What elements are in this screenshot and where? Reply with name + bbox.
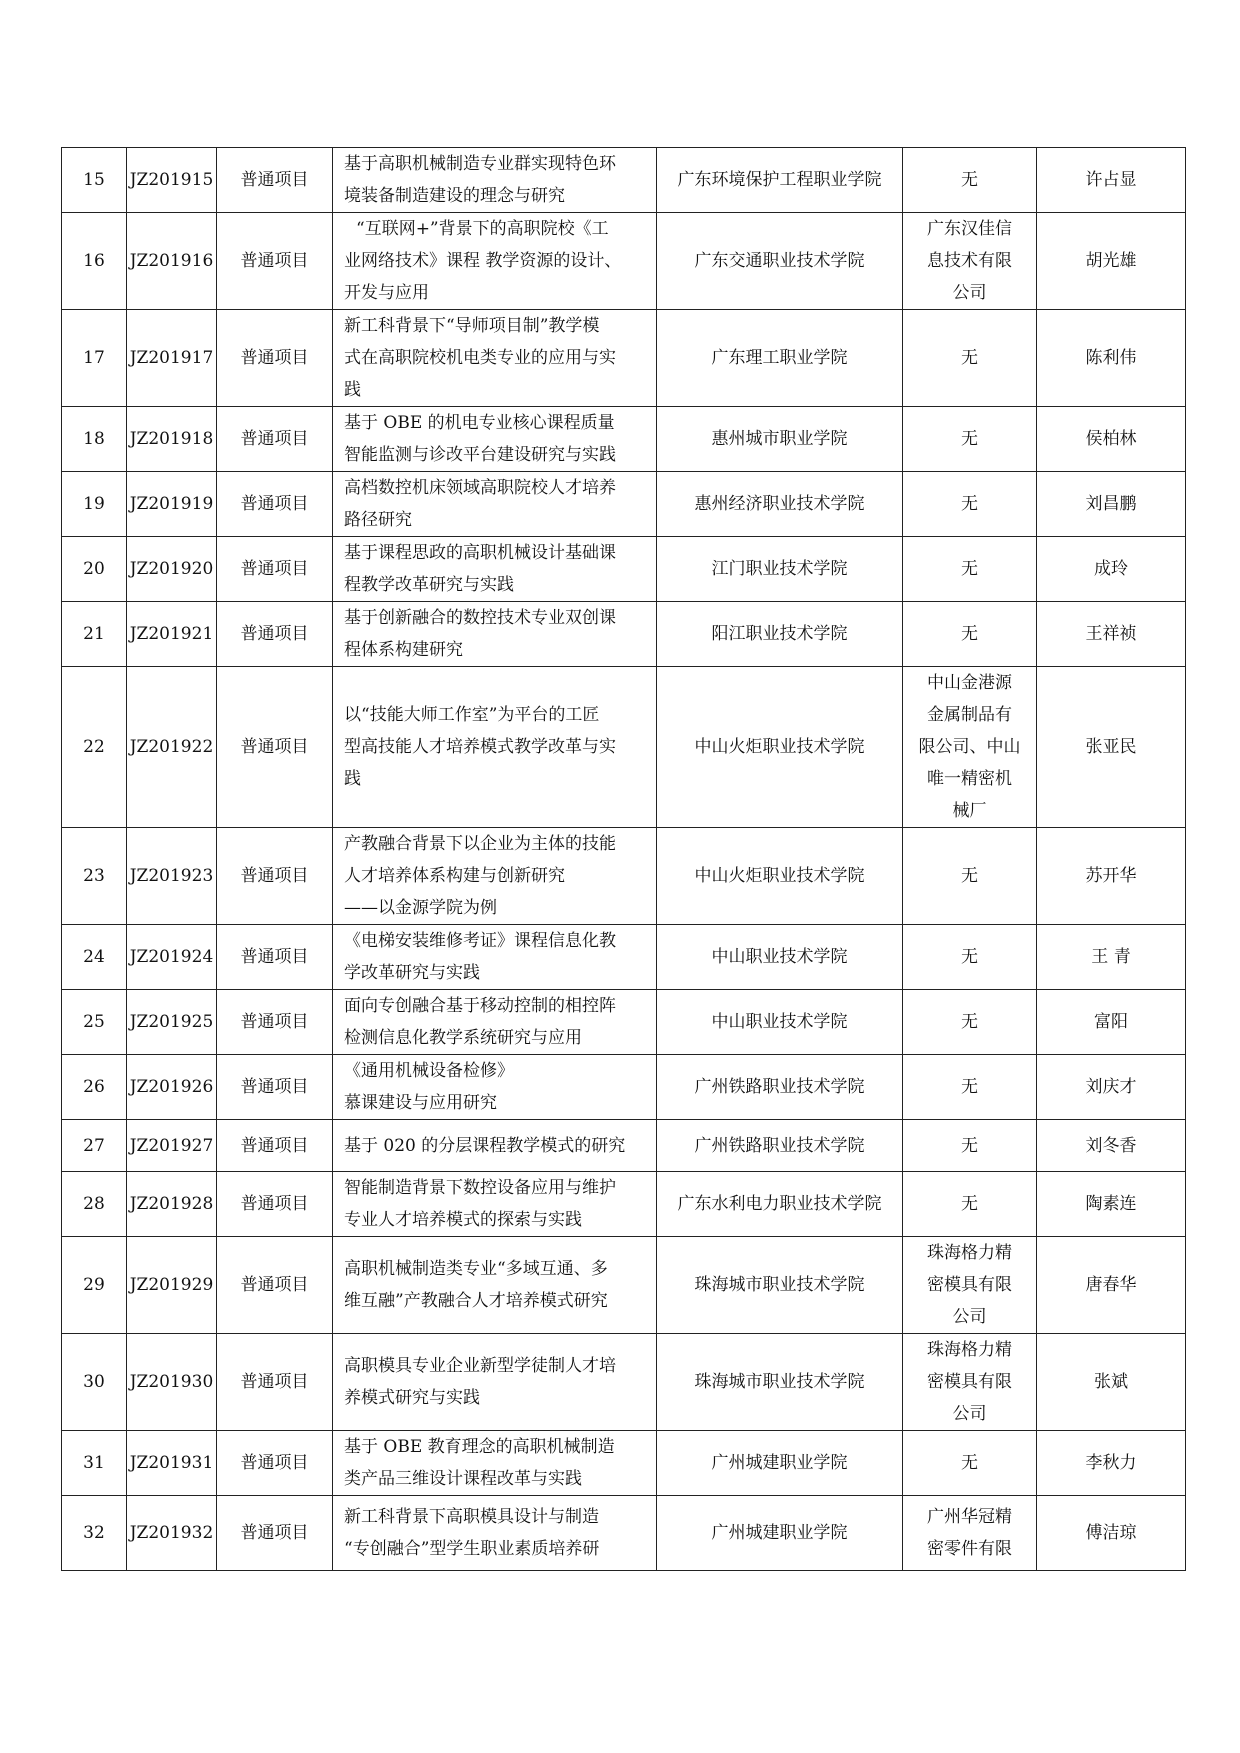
partner-company-line: 无 [961, 559, 978, 579]
project-code: JZ201916 [127, 213, 217, 310]
partner-company-line: 密零件有限 [927, 1539, 1012, 1559]
partner-company [903, 1055, 1037, 1120]
project-type: 普通项目 [217, 148, 333, 213]
table-row [62, 472, 1186, 537]
table-row [62, 602, 1186, 667]
school-name: 惠州城市职业学院 [657, 407, 903, 472]
project-title-line: 基于高职机械制造专业群实现特色环 [344, 154, 616, 174]
table-row [62, 1055, 1186, 1120]
row-number: 23 [62, 828, 127, 925]
project-table [61, 147, 1186, 1571]
project-leader: 王祥祯 [1037, 602, 1186, 667]
partner-company [903, 1334, 1037, 1431]
project-title [333, 1237, 657, 1334]
project-leader: 唐春华 [1037, 1237, 1186, 1334]
project-leader: 刘庆才 [1037, 1055, 1186, 1120]
partner-company-line: 唯一精密机 [927, 769, 1012, 789]
project-title-line: 开发与应用 [344, 283, 429, 303]
project-type: 普通项目 [217, 1334, 333, 1431]
table-row [62, 213, 1186, 310]
partner-company [903, 537, 1037, 602]
project-title [333, 667, 657, 828]
project-leader: 张斌 [1037, 1334, 1186, 1431]
project-title [333, 1496, 657, 1571]
project-code: JZ201927 [127, 1120, 217, 1172]
project-title [333, 148, 657, 213]
table-row [62, 667, 1186, 828]
partner-company-line: 无 [961, 1077, 978, 1097]
project-code: JZ201919 [127, 472, 217, 537]
partner-company-line: 金属制品有 [927, 705, 1012, 725]
project-leader: 陈利伟 [1037, 310, 1186, 407]
row-number: 32 [62, 1496, 127, 1571]
project-leader: 苏开华 [1037, 828, 1186, 925]
project-title [333, 213, 657, 310]
partner-company-line: 无 [961, 1012, 978, 1032]
project-title-line: 践 [344, 380, 361, 400]
project-title [333, 828, 657, 925]
project-title-line: 程体系构建研究 [344, 640, 463, 660]
project-title-line: 高档数控机床领域高职院校人才培养 [344, 478, 616, 498]
project-title [333, 1120, 657, 1172]
project-type: 普通项目 [217, 925, 333, 990]
row-number: 19 [62, 472, 127, 537]
partner-company [903, 472, 1037, 537]
project-title-line: 业网络技术》课程 教学资源的设计、 [344, 251, 622, 271]
partner-company-line: 中山金港源 [927, 673, 1012, 693]
project-type: 普通项目 [217, 1237, 333, 1334]
project-title-line: “互联网+”背景下的高职院校《工 [356, 219, 609, 239]
project-type: 普通项目 [217, 1172, 333, 1237]
partner-company-line: 限公司、中山 [918, 737, 1021, 757]
school-name: 广州铁路职业技术学院 [657, 1055, 903, 1120]
school-name: 广东环境保护工程职业学院 [657, 148, 903, 213]
partner-company [903, 1172, 1037, 1237]
school-name: 广州城建职业学院 [657, 1496, 903, 1571]
project-code: JZ201917 [127, 310, 217, 407]
partner-company [903, 407, 1037, 472]
partner-company-line: 无 [961, 1194, 978, 1214]
project-code: JZ201920 [127, 537, 217, 602]
project-title [333, 1055, 657, 1120]
project-title [333, 990, 657, 1055]
table-row [62, 148, 1186, 213]
row-number: 22 [62, 667, 127, 828]
project-code: JZ201918 [127, 407, 217, 472]
project-leader: 张亚民 [1037, 667, 1186, 828]
row-number: 18 [62, 407, 127, 472]
school-name: 中山火炬职业技术学院 [657, 667, 903, 828]
project-title-line: 高职模具专业企业新型学徒制人才培 [344, 1356, 616, 1376]
table-row [62, 1237, 1186, 1334]
project-title-line: 基于 020 的分层课程教学模式的研究 [344, 1135, 626, 1156]
project-title-line: 养模式研究与实践 [344, 1388, 480, 1408]
school-name: 广东交通职业技术学院 [657, 213, 903, 310]
school-name: 珠海城市职业技术学院 [657, 1334, 903, 1431]
project-title [333, 1334, 657, 1431]
partner-company [903, 925, 1037, 990]
partner-company-line: 无 [961, 866, 978, 886]
school-name: 阳江职业技术学院 [657, 602, 903, 667]
project-leader: 侯柏林 [1037, 407, 1186, 472]
project-leader: 陶素连 [1037, 1172, 1186, 1237]
project-code: JZ201922 [127, 667, 217, 828]
project-title-line: 式在高职院校机电类专业的应用与实 [344, 348, 616, 368]
partner-company-line: 公司 [952, 1404, 987, 1424]
table-body [62, 148, 1186, 1571]
project-title-line: 检测信息化教学系统研究与应用 [344, 1028, 582, 1048]
school-name: 广州城建职业学院 [657, 1431, 903, 1496]
project-title-line: 《电梯安装维修考证》课程信息化教 [344, 931, 616, 951]
project-title-line: 《通用机械设备检修》 [344, 1061, 514, 1081]
partner-company-line: 密模具有限 [927, 1372, 1012, 1392]
project-leader: 王 青 [1037, 925, 1186, 990]
row-number: 20 [62, 537, 127, 602]
project-type: 普通项目 [217, 310, 333, 407]
table-row [62, 1172, 1186, 1237]
school-name: 中山职业技术学院 [657, 990, 903, 1055]
row-number: 31 [62, 1431, 127, 1496]
project-title-line: 基于创新融合的数控技术专业双创课 [344, 608, 616, 628]
row-number: 17 [62, 310, 127, 407]
partner-company [903, 990, 1037, 1055]
project-title-line: “专创融合”型学生职业素质培养研 [344, 1539, 600, 1559]
project-type: 普通项目 [217, 1055, 333, 1120]
partner-company [903, 148, 1037, 213]
row-number: 21 [62, 602, 127, 667]
project-leader: 许占显 [1037, 148, 1186, 213]
partner-company-line: 无 [961, 348, 978, 368]
project-leader: 富阳 [1037, 990, 1186, 1055]
project-title-line: 人才培养体系构建与创新研究 [344, 866, 565, 886]
partner-company-line: 公司 [952, 1307, 987, 1327]
partner-company [903, 310, 1037, 407]
project-code: JZ201929 [127, 1237, 217, 1334]
project-code: JZ201915 [127, 148, 217, 213]
school-name: 中山火炬职业技术学院 [657, 828, 903, 925]
row-number: 15 [62, 148, 127, 213]
project-title [333, 1431, 657, 1496]
project-title [333, 925, 657, 990]
project-title-line: 产教融合背景下以企业为主体的技能 [344, 834, 616, 854]
partner-company [903, 667, 1037, 828]
school-name: 江门职业技术学院 [657, 537, 903, 602]
project-type: 普通项目 [217, 472, 333, 537]
partner-company-line: 珠海格力精 [927, 1243, 1012, 1263]
project-leader: 傅洁琼 [1037, 1496, 1186, 1571]
project-title-line: 新工科背景下“导师项目制”教学模 [344, 316, 600, 336]
project-title-line: 面向专创融合基于移动控制的相控阵 [344, 996, 616, 1016]
project-title-line: 学改革研究与实践 [344, 963, 480, 983]
project-code: JZ201921 [127, 602, 217, 667]
project-title-line: 慕课建设与应用研究 [344, 1093, 497, 1113]
school-name: 中山职业技术学院 [657, 925, 903, 990]
row-number: 27 [62, 1120, 127, 1172]
row-number: 16 [62, 213, 127, 310]
school-name: 广州铁路职业技术学院 [657, 1120, 903, 1172]
partner-company-line: 息技术有限 [927, 251, 1012, 271]
school-name: 广东水利电力职业技术学院 [657, 1172, 903, 1237]
project-code: JZ201931 [127, 1431, 217, 1496]
project-title-line: 类产品三维设计课程改革与实践 [344, 1469, 582, 1489]
project-code: JZ201930 [127, 1334, 217, 1431]
project-leader: 李秋力 [1037, 1431, 1186, 1496]
partner-company-line: 广东汉佳信 [927, 219, 1012, 239]
project-leader: 刘冬香 [1037, 1120, 1186, 1172]
partner-company [903, 1496, 1037, 1571]
project-code: JZ201932 [127, 1496, 217, 1571]
project-code: JZ201924 [127, 925, 217, 990]
project-code: JZ201923 [127, 828, 217, 925]
project-title-line: 基于 OBE 的机电专业核心课程质量 [344, 413, 615, 433]
partner-company-line: 公司 [952, 283, 987, 303]
project-code: JZ201926 [127, 1055, 217, 1120]
project-title-line: 程教学改革研究与实践 [344, 575, 514, 595]
project-list-page [61, 147, 1185, 1571]
project-leader: 胡光雄 [1037, 213, 1186, 310]
project-title-line: 专业人才培养模式的探索与实践 [344, 1210, 582, 1230]
table-row [62, 925, 1186, 990]
school-name: 惠州经济职业技术学院 [657, 472, 903, 537]
school-name: 广东理工职业学院 [657, 310, 903, 407]
project-title-line: 践 [344, 769, 361, 789]
project-code: JZ201925 [127, 990, 217, 1055]
project-type: 普通项目 [217, 537, 333, 602]
row-number: 30 [62, 1334, 127, 1431]
project-code: JZ201928 [127, 1172, 217, 1237]
row-number: 26 [62, 1055, 127, 1120]
project-title [333, 310, 657, 407]
project-title-line: 境装备制造建设的理念与研究 [344, 186, 565, 206]
partner-company-line: 无 [961, 429, 978, 449]
partner-company [903, 828, 1037, 925]
table-row [62, 1120, 1186, 1172]
project-type: 普通项目 [217, 828, 333, 925]
partner-company-line: 无 [961, 494, 978, 514]
project-title-line: 维互融”产教融合人才培养模式研究 [344, 1291, 608, 1311]
project-title-line: 基于课程思政的高职机械设计基础课 [344, 543, 616, 563]
row-number: 25 [62, 990, 127, 1055]
partner-company [903, 1237, 1037, 1334]
partner-company-line: 珠海格力精 [927, 1340, 1012, 1360]
partner-company-line: 无 [961, 1135, 978, 1156]
partner-company [903, 213, 1037, 310]
partner-company-line: 械厂 [952, 801, 987, 821]
project-type: 普通项目 [217, 213, 333, 310]
project-type: 普通项目 [217, 1120, 333, 1172]
table-row [62, 407, 1186, 472]
project-title-line: 智能监测与诊改平台建设研究与实践 [344, 445, 616, 465]
table-row [62, 828, 1186, 925]
project-type: 普通项目 [217, 1496, 333, 1571]
table-row [62, 990, 1186, 1055]
project-title-line: 新工科背景下高职模具设计与制造 [344, 1507, 599, 1527]
project-type: 普通项目 [217, 407, 333, 472]
table-row [62, 310, 1186, 407]
project-title-line: 基于 OBE 教育理念的高职机械制造 [344, 1437, 615, 1457]
project-type: 普通项目 [217, 602, 333, 667]
partner-company-line: 无 [961, 947, 978, 967]
partner-company [903, 1431, 1037, 1496]
project-type: 普通项目 [217, 990, 333, 1055]
partner-company-line: 密模具有限 [927, 1275, 1012, 1295]
project-title-line: 以“技能大师工作室”为平台的工匠 [344, 705, 600, 725]
partner-company-line: 无 [961, 624, 978, 644]
table-row [62, 1496, 1186, 1571]
partner-company-line: 无 [961, 170, 978, 190]
project-title [333, 602, 657, 667]
project-title-line: 高职机械制造类专业“多域互通、多 [344, 1259, 608, 1279]
project-title-line: 路径研究 [344, 510, 412, 530]
project-title-line: 型高技能人才培养模式教学改革与实 [344, 737, 616, 757]
table-row [62, 1431, 1186, 1496]
school-name: 珠海城市职业技术学院 [657, 1237, 903, 1334]
partner-company [903, 1120, 1037, 1172]
row-number: 28 [62, 1172, 127, 1237]
project-title [333, 537, 657, 602]
project-title [333, 472, 657, 537]
project-type: 普通项目 [217, 667, 333, 828]
partner-company-line: 广州华冠精 [927, 1507, 1012, 1527]
project-type: 普通项目 [217, 1431, 333, 1496]
partner-company-line: 无 [961, 1453, 978, 1473]
project-title [333, 1172, 657, 1237]
project-title-line: 智能制造背景下数控设备应用与维护 [344, 1178, 616, 1198]
project-title-line: ——以金源学院为例 [344, 898, 497, 918]
project-leader: 成玲 [1037, 537, 1186, 602]
project-leader: 刘昌鹏 [1037, 472, 1186, 537]
row-number: 24 [62, 925, 127, 990]
project-title [333, 407, 657, 472]
table-row [62, 1334, 1186, 1431]
row-number: 29 [62, 1237, 127, 1334]
partner-company [903, 602, 1037, 667]
table-row [62, 537, 1186, 602]
